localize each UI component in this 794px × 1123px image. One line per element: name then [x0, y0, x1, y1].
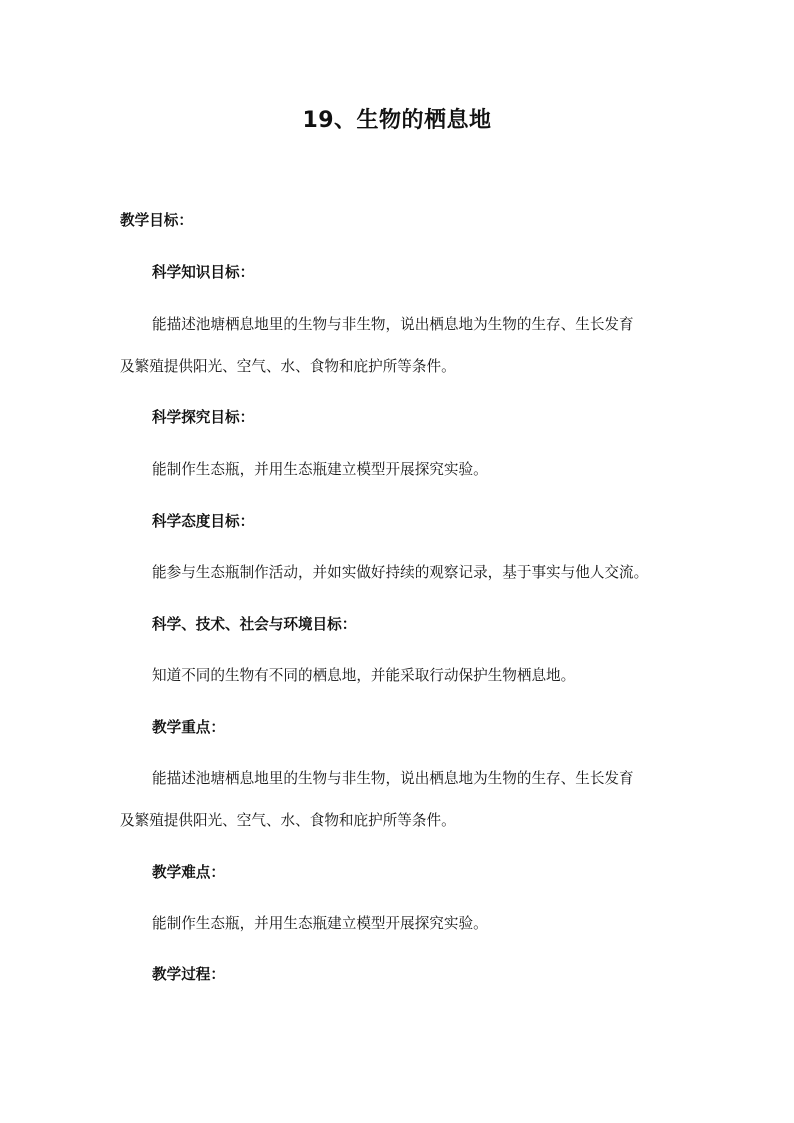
paragraph-line: 知道不同的生物有不同的栖息地，并能采取行动保护生物栖息地。 [152, 667, 576, 684]
subheading-knowledge-goal: 科学知识目标： [152, 264, 255, 281]
heading-key-points: 教学重点： [152, 719, 225, 736]
heading-teaching-goals: 教学目标： [120, 212, 193, 229]
subheading-inquiry-goal: 科学探究目标： [152, 409, 255, 426]
paragraph-line: 能制作生态瓶，并用生态瓶建立模型开展探究实验。 [152, 461, 488, 478]
document-title: 19、生物的栖息地 [302, 108, 492, 133]
paragraph-line: 及繁殖提供阳光、空气、水、食物和庇护所等条件。 [120, 812, 456, 829]
subheading-sts-goal: 科学、技术、社会与环境目标： [152, 616, 357, 633]
heading-difficulties: 教学难点： [152, 864, 225, 881]
paragraph-line: 及繁殖提供阳光、空气、水、食物和庇护所等条件。 [120, 358, 456, 375]
paragraph-line: 能制作生态瓶，并用生态瓶建立模型开展探究实验。 [152, 915, 488, 932]
paragraph-line: 能参与生态瓶制作活动，并如实做好持续的观察记录，基于事实与他人交流。 [152, 564, 649, 581]
subheading-attitude-goal: 科学态度目标： [152, 513, 255, 530]
paragraph-line: 能描述池塘栖息地里的生物与非生物，说出栖息地为生物的生存、生长发育 [152, 770, 634, 787]
paragraph-line: 能描述池塘栖息地里的生物与非生物，说出栖息地为生物的生存、生长发育 [152, 316, 634, 333]
heading-teaching-process: 教学过程： [152, 966, 225, 983]
